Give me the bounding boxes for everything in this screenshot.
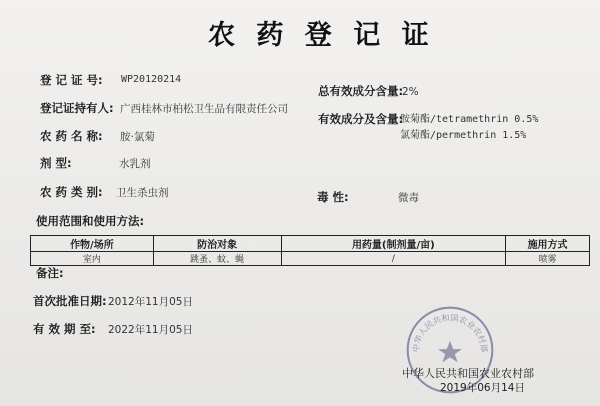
toxicity-label: 毒 性: <box>317 190 349 204</box>
cell-dosage: / <box>281 252 506 266</box>
ingredients-label: 有效成分及含量: <box>318 112 404 126</box>
total-content-value: 2% <box>402 86 419 98</box>
formulation-value: 水乳剂 <box>119 158 151 170</box>
ingredient-2: 氯菊酯/permethrin 1.5% <box>400 130 527 141</box>
total-content-label: 总有效成分含量: <box>318 84 404 98</box>
header-crop: 作物/场所 <box>31 236 154 252</box>
valid-until-value: 2022年11月05日 <box>108 324 193 336</box>
cell-crop: 室内 <box>31 252 154 266</box>
first-approval-label: 首次批准日期: <box>33 294 107 308</box>
category-value: 卫生杀虫剂 <box>116 187 169 199</box>
header-dosage: 用药量(制剂量/亩) <box>281 236 506 252</box>
header-target: 防治对象 <box>153 236 281 252</box>
reg-no-value: WP20120214 <box>121 74 182 85</box>
issuing-authority: 中华人民共和国农业农村部 <box>402 367 534 380</box>
certificate-title: 农 药 登 记 证 <box>208 20 435 51</box>
notes-label: 备注: <box>36 266 64 280</box>
first-approval-value: 2012年11月05日 <box>108 296 193 308</box>
cell-method: 喷雾 <box>506 252 590 266</box>
cell-target: 跳蚤、蚊、蝇 <box>153 252 281 266</box>
reg-no-label: 登 记 证 号: <box>40 73 103 87</box>
holder-value: 广西桂林市柏松卫生品有限责任公司 <box>120 103 288 115</box>
holder-label: 登记证持有人: <box>40 101 114 115</box>
usage-table <box>30 235 590 266</box>
category-label: 农 药 类 别: <box>40 185 103 199</box>
issue-date: 2019年06月14日 <box>440 382 525 394</box>
header-method: 施用方式 <box>506 236 590 252</box>
toxicity-value: 微毒 <box>398 192 419 204</box>
pesticide-name-value: 胺·氯菊 <box>120 131 155 143</box>
formulation-label: 剂 型: <box>40 156 72 170</box>
table-row <box>31 252 590 266</box>
valid-until-label: 有 效 期 至: <box>33 322 96 336</box>
usage-table-header <box>31 236 590 252</box>
seal-star-icon <box>438 341 462 363</box>
ingredient-1: 胺菊酯/tetramethrin 0.5% <box>400 114 539 125</box>
seal-text: 中华人民共和国农业农村部 <box>410 312 490 353</box>
pesticide-name-label: 农 药 名 称: <box>40 129 103 143</box>
usage-label: 使用范围和使用方法: <box>36 214 145 228</box>
